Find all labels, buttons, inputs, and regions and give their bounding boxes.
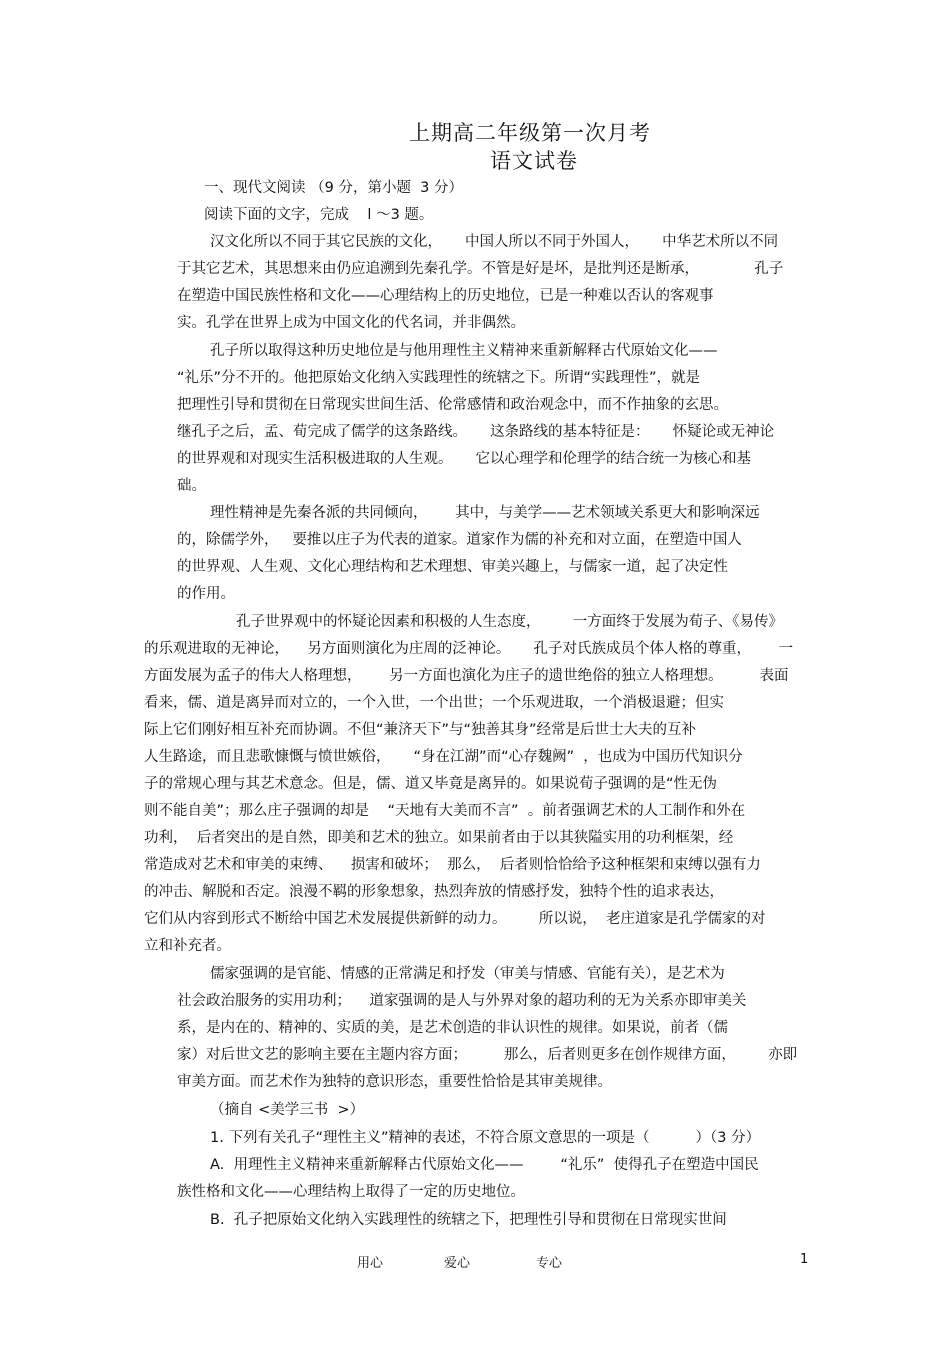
text-line: 实。孔学在世界上成为中国文化的代名词，并非偶然。 [177, 315, 525, 331]
text-line: 审美方面。而艺术作为独特的意识形态，重要性恰恰是其审美规律。 [177, 1074, 612, 1090]
text-line: 人生路途，而且悲歌慷慨与愤世嫉俗， “身在江湖”而“心存魏阙” ，也成为中国历代知识分 [144, 749, 743, 765]
text-line: 方面发展为孟子的伟大人格理想， 另一方面也演化为庄子的遗世绝俗的独立人格理想。 表面 [144, 668, 789, 684]
option-a: A. 用理性主义精神来重新解释古代原始文化—— “礼乐” 使得孔子在塑造中国民 [210, 1157, 759, 1173]
text-line: 于其它艺术，其思想来由仍应追溯到先秦孔学。不管是好是坏，是批判还是断承， 孔子 [177, 261, 784, 277]
text-line: 的作用。 [177, 586, 235, 602]
option-b: B. 孔子把原始文化纳入实践理性的统辖之下，把理性引导和贯彻在日常现实世间 [210, 1212, 727, 1228]
text-line: 孔子所以取得这种历史地位是与他用理性主义精神来重新解释古代原始文化—— [210, 343, 718, 359]
page-number: 1 [800, 1252, 809, 1267]
text-line: 继孔子之后，孟、荀完成了儒学的这条路线。 这条路线的基本特征是： 怀疑论或无神论 [177, 424, 775, 440]
footer-right: 专心 [536, 1256, 563, 1271]
text-line: 立和补充者。 [144, 938, 231, 954]
text-line: 则不能自美”；那么庄子强调的却是 “天地有大美而不言” 。前者强调艺术的人工制作和外在 [144, 803, 746, 819]
text-line: 把理性引导和贯彻在日常现实世间生活、伦常感情和政治观念中，而不作抽象的玄思。 [177, 397, 728, 413]
text-line: 的乐观进取的无神论， 另方面则演化为庄周的泛神论。 孔子对氏族成员个体人格的尊重， 一 [144, 641, 794, 657]
text-line: 的冲击、解脱和否定。浪漫不羁的形象想象，热烈奔放的情感抒发，独特个性的追求表达， [144, 884, 724, 900]
text-line: 子的常规心理与其艺术意念。但是，儒、道又毕竟是离异的。如果说荀子强调的是“性无伪 [144, 776, 718, 792]
text-line: 社会政治服务的实用功利； 道家强调的是人与外界对象的超功利的无为关系亦即审美关 [177, 993, 747, 1009]
option-a-continued: 族性格和文化——心理结构上取得了一定的历史地位。 [177, 1184, 525, 1200]
section-heading: 一、现代文阅读 （9 分，第小题 3 分） [204, 180, 463, 196]
reading-instruction: 阅读下面的文字，完成 l ～3 题。 [204, 207, 434, 223]
text-line: 的世界观和对现实生活积极进取的人生观。 它以心理学和伦理学的结合统一为核心和基 [177, 451, 752, 467]
exam-title: 上期高二年级第一次月考 [409, 121, 651, 145]
text-line: 功利， 后者突出的是自然，即美和艺术的独立。如果前者由于以其狭隘实用的功利框架，经 [144, 830, 734, 846]
text-line: 孔子世界观中的怀疑论因素和积极的人生态度， 一方面终于发展为荀子、《易传》 [236, 614, 784, 630]
footer-middle: 爱心 [444, 1256, 471, 1271]
text-line: 家）对后世文艺的影响主要在主题内容方面； 那么，后者则更多在创作规律方面， 亦即 [177, 1047, 798, 1063]
text-line: 理性精神是先秦各派的共同倾向， 其中，与美学——艺术领域关系更大和影响深远 [210, 505, 760, 521]
text-line: 的，除儒学外， 要推以庄子为代表的道家。道家作为儒的补充和对立面，在塑造中国人 [177, 532, 742, 548]
text-line: 汉文化所以不同于其它民族的文化， 中国人所以不同于外国人， 中华艺术所以不同 [210, 234, 779, 250]
text-line: 础。 [177, 478, 206, 494]
text-line: 儒家强调的是官能、情感的正常满足和抒发（审美与情感、官能有关），是艺术为 [210, 966, 725, 982]
source-citation: （摘自 <美学三书 >） [210, 1102, 365, 1118]
question-1: 1. 下列有关孔子“理性主义”精神的表述，不符合原文意思的一项是（ ）（3 分） [210, 1130, 761, 1146]
text-line: “礼乐”分不开的。他把原始文化纳入实践理性的统辖之下。所谓“实践理性”，就是 [177, 370, 701, 386]
text-line: 在塑造中国民族性格和文化——心理结构上的历史地位，已是一种难以否认的客观事 [177, 288, 714, 304]
text-line: 它们从内容到形式不断给中国艺术发展提供新鲜的动力。 所以说， 老庄道家是孔学儒家的对 [144, 911, 766, 927]
text-line: 常造成对艺术和审美的束缚、 损害和破坏； 那么， 后者则恰恰给予这种框架和束缚以强有力 [144, 857, 761, 873]
exam-subtitle: 语文试卷 [490, 149, 578, 173]
footer-left: 用心 [357, 1256, 384, 1271]
text-line: 看来，儒、道是离异而对立的，一个入世，一个出世；一个乐观进取，一个消极退避；但实 [144, 695, 724, 711]
text-line: 系，是内在的、精神的、实质的美，是艺术创造的非认识性的规律。如果说，前者（儒 [177, 1020, 728, 1036]
text-line: 的世界观、人生观、文化心理结构和艺术理想、审美兴趣上，与儒家一道，起了决定性 [177, 559, 728, 575]
text-line: 际上它们刚好相互补充而协调。不但“兼济天下”与“独善其身”经常是后世士大夫的互补 [144, 722, 697, 738]
